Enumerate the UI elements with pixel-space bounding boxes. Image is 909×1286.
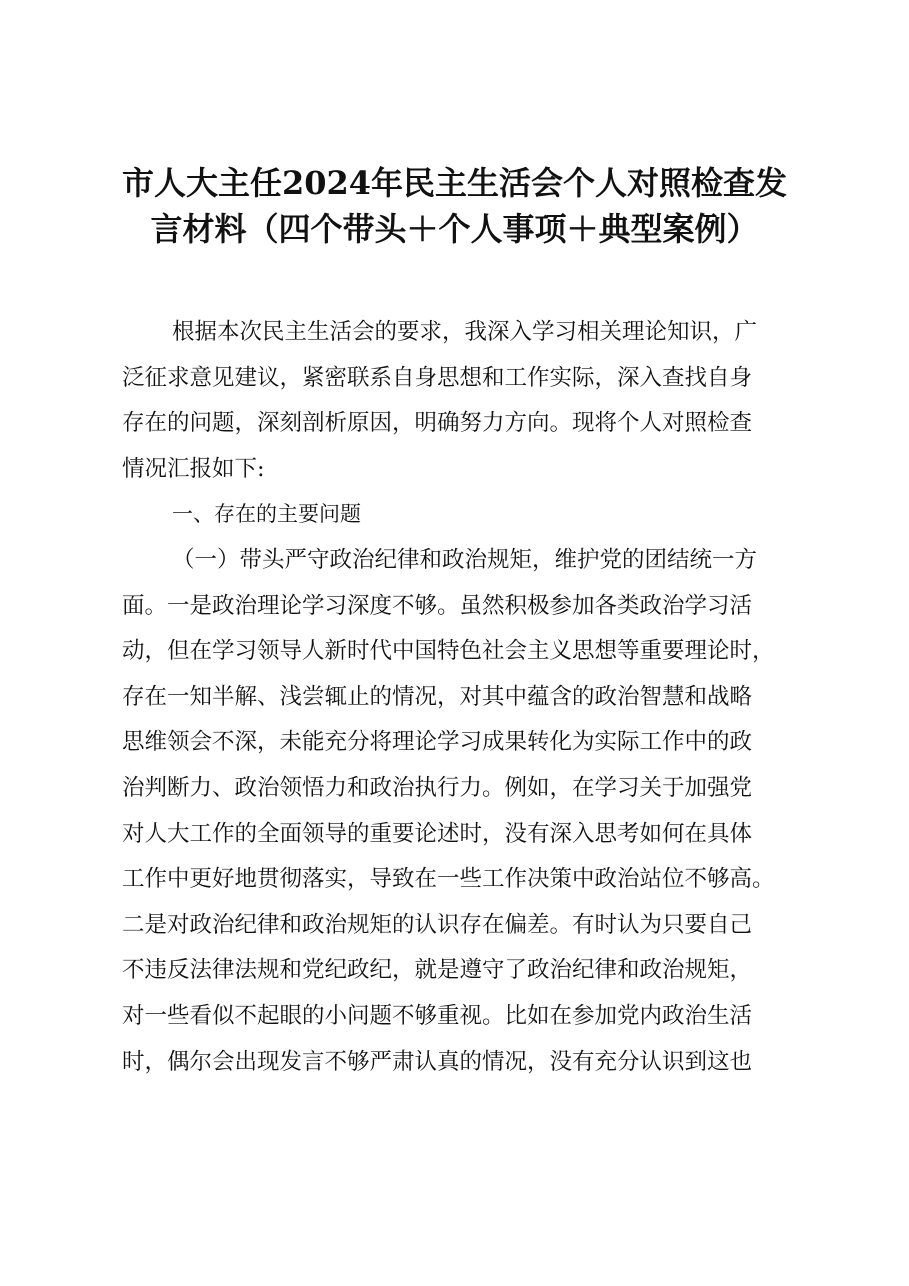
document-body — [122, 310, 792, 1085]
paragraph-line: 治判断力、政治领悟力和政治执行力。例如，在学习关于加强党 — [122, 774, 753, 801]
paragraph-line: （一）带头严守政治纪律和政治规矩，维护党的团结统一方 — [172, 546, 758, 573]
paragraph-intro-line: 泛征求意见建议，紧密联系自身思想和工作实际，深入查找自身 — [122, 364, 753, 391]
paragraph-line: 不违反法律法规和党纪政纪，就是遵守了政治纪律和政治规矩， — [122, 957, 753, 984]
title-line-1: 市人大主任2024年民主生活会个人对照检查发 — [121, 164, 788, 202]
paragraph-intro-line: 情况汇报如下: — [122, 455, 265, 482]
paragraph-line: 思维领会不深，未能充分将理论学习成果转化为实际工作中的政 — [122, 729, 753, 756]
document-title — [100, 160, 809, 252]
paragraph-line: 二是对政治纪律和政治规矩的认识存在偏差。有时认为只要自己 — [122, 911, 753, 938]
section-heading: 一、存在的主要问题 — [172, 502, 361, 527]
paragraph-intro-line: 存在的问题，深刻剖析原因，明确努力方向。现将个人对照检查 — [122, 410, 753, 437]
paragraph-line: 对人大工作的全面领导的重要论述时，没有深入思考如何在具体 — [122, 820, 753, 847]
paragraph-line: 存在一知半解、浅尝辄止的情况，对其中蕴含的政治智慧和战略 — [122, 683, 753, 710]
paragraph-line: 面。一是政治理论学习深度不够。虽然积极参加各类政治学习活 — [122, 592, 753, 619]
paragraph-line: 动，但在学习领导人新时代中国特色社会主义思想等重要理论时， — [122, 638, 775, 665]
title-line-2: 言材料（四个带头＋个人事项＋典型案例） — [150, 210, 759, 248]
paragraph-line: 对一些看似不起眼的小问题不够重视。比如在参加党内政治生活 — [122, 1002, 753, 1029]
paragraph-intro-line: 根据本次民主生活会的要求，我深入学习相关理论知识，广 — [172, 319, 758, 345]
paragraph-line: 时，偶尔会出现发言不够严肃认真的情况，没有充分认识到这也 — [122, 1048, 753, 1075]
paragraph-line: 工作中更好地贯彻落实，导致在一些工作决策中政治站位不够高。 — [122, 866, 775, 893]
